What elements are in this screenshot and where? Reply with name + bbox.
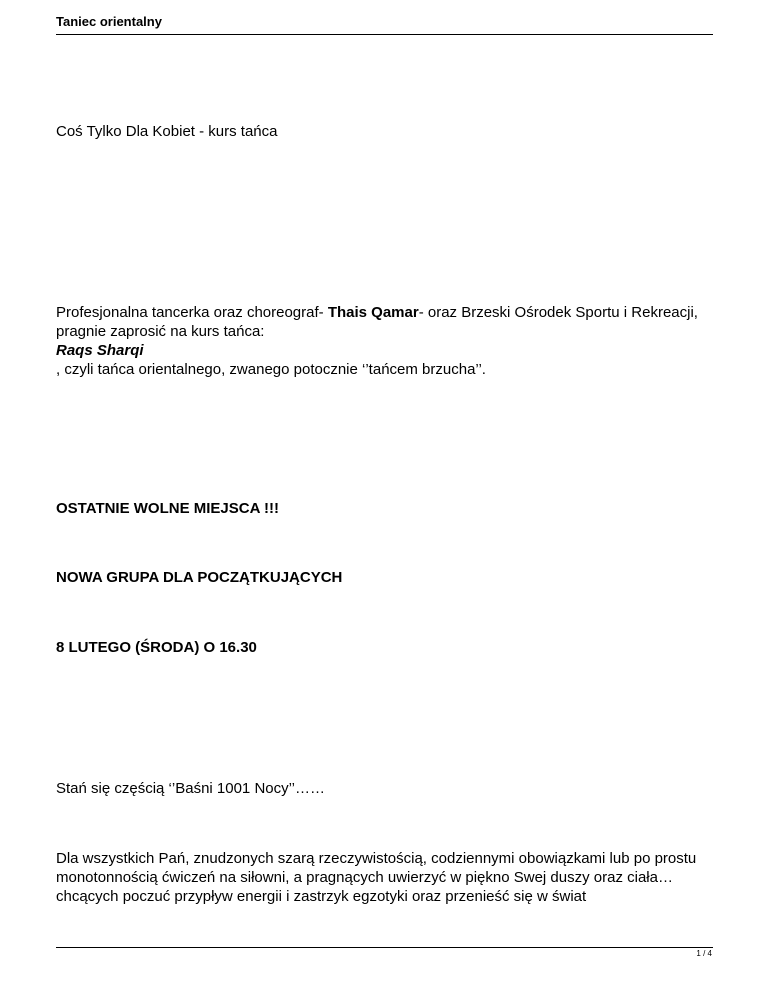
intro-text-part1: Profesjonalna tancerka oraz choreograf- [56,304,328,321]
announcement-start-date: 8 LUTEGO (ŚRODA) O 16.30 [56,639,257,656]
document-header-title: Taniec orientalny [56,14,162,29]
course-title: Coś Tylko Dla Kobiet - kurs tańca [56,123,278,140]
intro-paragraph [56,303,713,379]
tagline: Stań się częścią ‘’Baśni 1001 Nocy’’…… [56,780,326,797]
page-number: 1 / 4 [696,949,712,958]
instructor-name: Thais Qamar [327,304,419,321]
announcement-last-spots: OSTATNIE WOLNE MIEJSCA !!! [56,500,280,517]
intro-text-part3: , czyli tańca orientalnego, zwanego potocznie ‘’tańcem brzucha’’. [56,361,486,378]
dance-name: Raqs Sharqi [56,342,144,359]
header-rule [56,34,713,35]
footer-rule [56,947,713,948]
closing-paragraph: Dla wszystkich Pań, znudzonych szarą rzeczywistością, codziennymi obowiązkami lub po prostu monotonnością ćwiczeń na siłowni, a pragnących uwierzyć w piękno Swej duszy oraz ciała… chcących poczuć przypływ energii i zastrzyk egzotyki oraz przenieść się w świat [56,850,697,905]
intro-text-part2: - oraz Brzeski Ośrodek Sportu i Rekreacji, pragnie zaprosić na kurs tańca: [56,304,698,340]
announcement-new-group: NOWA GRUPA DLA POCZĄTKUJĄCYCH [56,569,343,586]
